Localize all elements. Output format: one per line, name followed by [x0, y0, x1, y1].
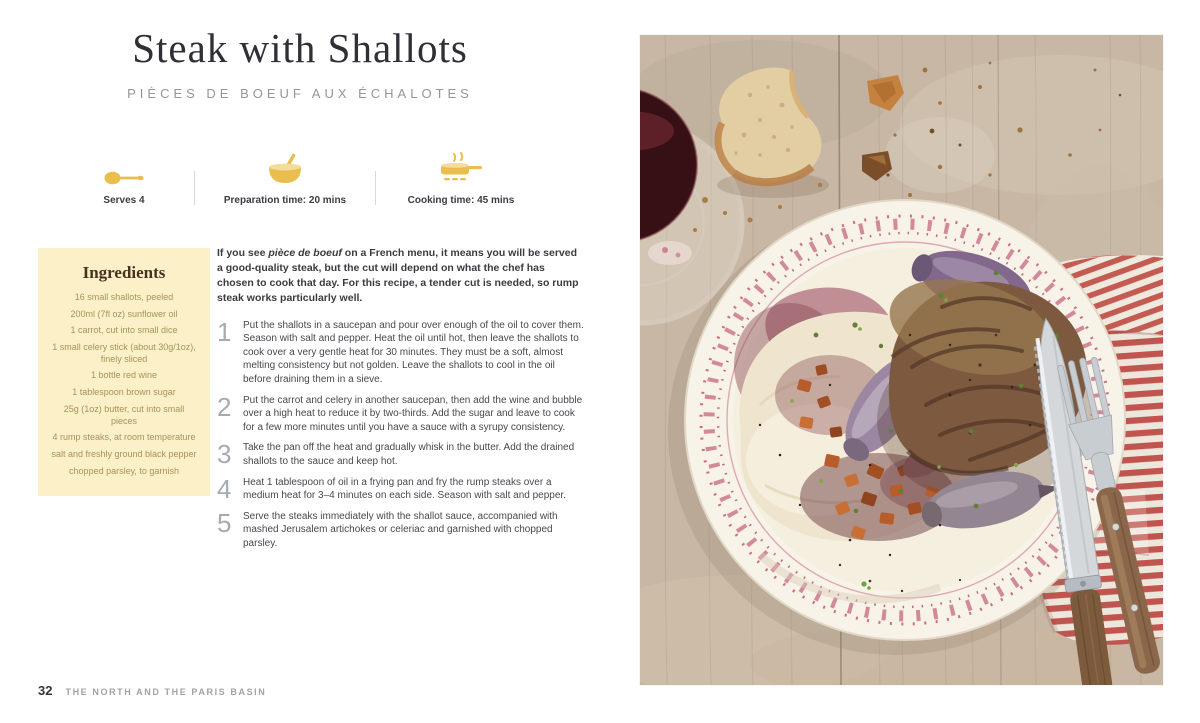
step-item — [217, 507, 584, 551]
step-text: Put the carrot and celery in another saucepan, then add the wine and bubble over a high heat to reduce it by two-thirds. Add the sugar and leave to cook for a few more minutes until you have a sauce with a syrupy consistency. — [243, 394, 583, 433]
ingredient-item: 4 rump steaks, at room temperature — [52, 432, 196, 443]
cooking-time-label: Cooking time: 45 mins — [407, 195, 515, 206]
step-text: Serve the steaks immediately with the shallot sauce, accompanied with mashed Jerusalem artichokes or celeriac and garnished with chopped parsley. — [243, 510, 558, 549]
ingredients-heading: Ingredients — [82, 263, 166, 282]
step-number: 5 — [217, 507, 232, 538]
serves-label: Serves 4 — [103, 195, 145, 206]
ingredient-item: salt and freshly ground black pepper — [51, 448, 197, 459]
step-item — [217, 473, 584, 504]
step-number: 1 — [217, 316, 232, 347]
method-column — [217, 246, 584, 558]
ingredient-item: 1 bottle red wine — [90, 370, 158, 381]
ingredient-item: 1 carrot, cut into small dice — [70, 325, 178, 336]
step-number: 4 — [217, 473, 232, 504]
prep-time-label: Preparation time: 20 mins — [223, 195, 347, 206]
recipe-subtitle-french: PIÈCES DE BOEUF AUX ÉCHALOTES — [127, 86, 473, 101]
meta-cooking-time — [376, 146, 546, 206]
step-text: Take the pan off the heat and gradually whisk in the butter. Add the drained shallots to the sauce and keep hot. — [243, 442, 575, 467]
page-footer — [38, 683, 266, 698]
meta-serves — [54, 146, 194, 206]
method-steps — [217, 316, 584, 551]
step-number: 3 — [217, 439, 232, 470]
step-text: Heat 1 tablespoon of oil in a frying pan and fry the rump steaks over a medium heat for 3–4 minutes on each side. Season with salt and pepper. — [243, 476, 566, 502]
section-title: THE NORTH AND THE PARIS BASIN — [65, 687, 267, 697]
ingredient-item: 1 small celery stick (about 30g/1oz), finely sliced — [52, 342, 196, 364]
intro-text: on a French menu, it means you will be served a good-quality steak, but the cut will depend on what the chef has chosen to cook that day. For this recipe, a tender cut is needed, so rump steak works particularly well. — [217, 247, 579, 304]
ingredient-item: 1 tablespoon brown sugar — [72, 387, 176, 398]
recipe-meta-row — [0, 146, 600, 206]
dish-photo — [640, 35, 1163, 685]
ingredients-box — [38, 248, 210, 496]
ingredient-item: 16 small shallots, peeled — [74, 292, 174, 302]
ingredient-item: chopped parsley, to garnish — [69, 465, 179, 476]
ingredient-item: 25g (1oz) butter, cut into small pieces — [63, 403, 185, 426]
page-number: 32 — [38, 683, 53, 698]
ingredient-item: 200ml (7fl oz) sunflower oil — [70, 308, 178, 319]
step-number: 2 — [217, 391, 232, 422]
spoon-icon — [104, 146, 144, 186]
step-item — [217, 316, 584, 387]
intro-french-term: pièce de boeuf — [268, 247, 342, 259]
recipe-title: Steak with Shallots — [132, 25, 468, 71]
mixing-bowl-icon — [267, 146, 303, 186]
step-text: Put the shallots in a saucepan and pour over enough of the oil to cover them. Season with salt and pepper. Heat the oil until hot, then leave the shallots to cook over a very gentle heat for 30 minutes. They must be a soft, almost melting consistency but not golden. Leave the shallots to cool in the oil before draining them in a sieve. — [243, 319, 584, 385]
ingredients-list — [50, 292, 198, 477]
meta-prep-time — [195, 146, 375, 206]
frying-pan-icon — [437, 146, 485, 186]
recipe-intro — [217, 246, 584, 306]
step-item — [217, 441, 584, 468]
intro-text: If you see — [217, 247, 269, 259]
step-item — [217, 391, 584, 435]
